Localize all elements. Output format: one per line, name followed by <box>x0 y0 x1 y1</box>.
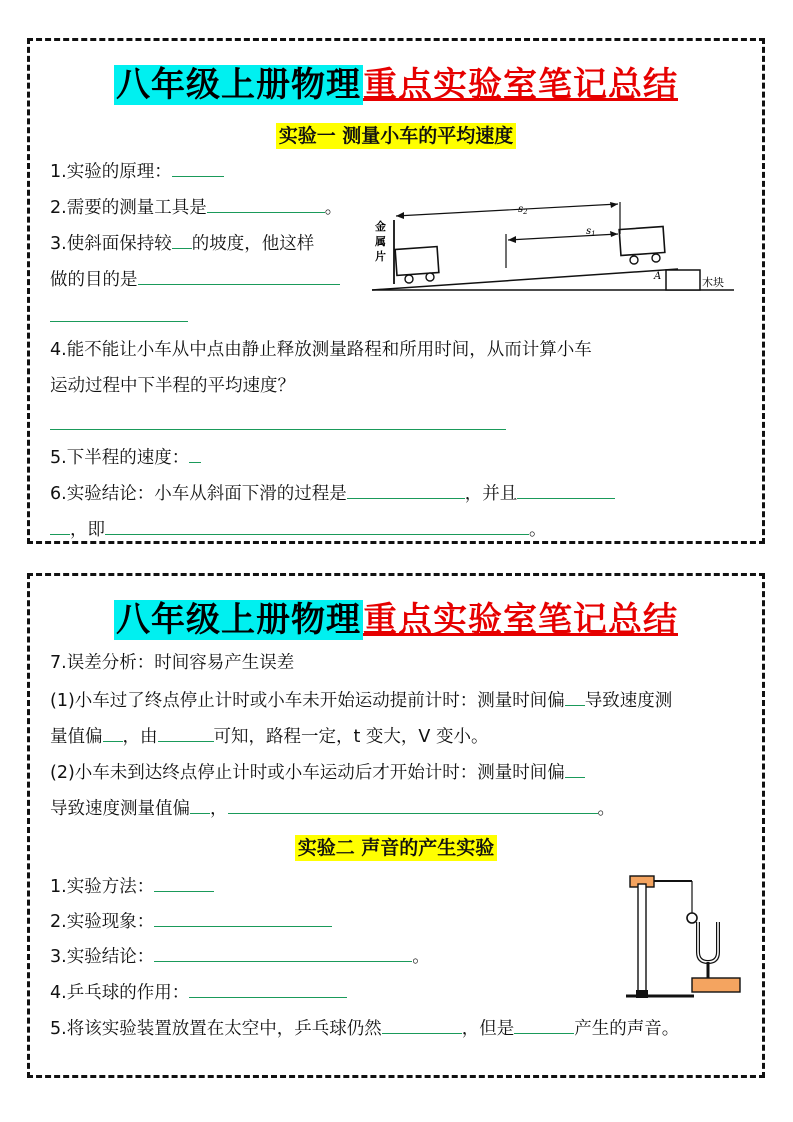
exp2-question-2 <box>50 908 332 934</box>
answer-blank[interactable] <box>158 723 214 742</box>
title-left: 八年级上册物理 <box>116 65 361 105</box>
question-4-blank-line <box>50 411 506 437</box>
tuning-fork-apparatus <box>626 870 746 1002</box>
question-1-text: 1.实验的原理： <box>50 162 172 182</box>
label-metal-1: 金 <box>375 220 386 233</box>
answer-blank[interactable] <box>154 943 412 962</box>
question-7-2 <box>50 759 585 785</box>
question-7-1-text-a: (1)小车过了终点停止计时或小车未开始运动提前计时：测量时间偏 <box>50 691 565 711</box>
answer-blank[interactable] <box>190 795 210 814</box>
question-7-1-cont <box>50 723 488 749</box>
answer-blank[interactable] <box>228 795 598 814</box>
answer-blank[interactable] <box>105 516 529 535</box>
question-3-text-c: 做的目的是 <box>50 270 138 290</box>
exp2-question-4 <box>50 979 347 1005</box>
cart-bottom-icon <box>395 247 439 283</box>
question-7-1-text-b: 导致速度测 <box>584 691 673 711</box>
incline-figure <box>366 194 738 294</box>
label-metal-3: 片 <box>375 250 386 263</box>
question-6 <box>50 480 615 506</box>
question-5 <box>50 444 201 470</box>
answer-blank[interactable] <box>514 1015 574 1034</box>
label-block: 木块 <box>702 276 724 289</box>
exp2-question-4-text: 4.乒乓球的作用： <box>50 983 190 1003</box>
question-7-1-text-c: 量值偏 <box>50 727 103 747</box>
answer-blank[interactable] <box>50 303 188 322</box>
question-3-text-a: 3.使斜面保持较 <box>50 234 172 254</box>
wood-block-icon <box>666 270 700 290</box>
s2-arrow <box>396 204 618 216</box>
answer-blank[interactable] <box>565 687 585 706</box>
question-6-text-a: 6.实验结论：小车从斜面下滑的过程是 <box>50 484 347 504</box>
question-7-2-text-b: 导致速度测量值偏 <box>50 799 190 819</box>
exp2-question-2-text: 2.实验现象： <box>50 912 155 932</box>
exp2-question-3 <box>50 943 430 969</box>
exp2-question-5-text-b: ，但是 <box>461 1019 515 1039</box>
question-3-cont <box>50 266 340 292</box>
question-7-2-text-a: (2)小车未到达终点停止计时或小车运动后才开始计时：测量时间偏 <box>50 763 565 783</box>
exp2-question-1 <box>50 873 214 899</box>
answer-blank[interactable] <box>565 759 585 778</box>
question-1 <box>50 158 224 184</box>
answer-blank[interactable] <box>347 480 465 499</box>
question-4 <box>50 338 592 362</box>
experiment-1-heading-text: 实验一 测量小车的平均速度 <box>276 123 517 149</box>
answer-blank[interactable] <box>172 158 224 177</box>
stand-pole-icon <box>638 884 646 996</box>
question-6-cont <box>50 516 547 542</box>
answer-blank[interactable] <box>50 516 70 535</box>
exp2-question-5-text-c: 产生的声音。 <box>574 1019 680 1039</box>
question-2-text: 2.需要的测量工具是 <box>50 198 207 218</box>
question-6-text-b: ，并且 <box>464 484 518 504</box>
question-2-end: 。 <box>324 198 343 218</box>
experiment-2-heading <box>30 833 762 860</box>
question-6-end: 。 <box>529 520 547 540</box>
answer-blank[interactable] <box>154 908 332 927</box>
question-4-text-a: 4.能不能让小车从中点由静止释放测量路程和所用时间，从而计算小车 <box>50 340 592 360</box>
label-a: A <box>654 271 662 282</box>
answer-blank[interactable] <box>207 194 325 213</box>
title-right: 重点实验室笔记总结 <box>363 65 678 105</box>
cart-top-icon <box>619 226 665 264</box>
answer-blank[interactable] <box>189 444 201 463</box>
answer-blank[interactable] <box>189 979 347 998</box>
answer-blank[interactable] <box>103 723 123 742</box>
resonance-box-icon <box>692 978 740 992</box>
page-title-2 <box>30 592 762 641</box>
exp2-question-3-text: 3.实验结论： <box>50 947 155 967</box>
question-7-1-text-d: ，由 <box>122 727 158 747</box>
question-7-2-end: 。 <box>597 799 615 819</box>
question-3-text-b: 的坡度，他这样 <box>191 234 315 254</box>
exp2-question-1-text: 1.实验方法： <box>50 877 155 897</box>
question-5-text: 5.下半程的速度： <box>50 448 190 468</box>
question-7-text: 7.误差分析：时间容易产生误差 <box>50 653 295 673</box>
tuning-fork-icon <box>698 922 718 962</box>
answer-blank[interactable] <box>154 873 214 892</box>
title-left-2: 八年级上册物理 <box>116 600 361 640</box>
page-title <box>30 57 762 106</box>
answer-blank[interactable] <box>50 411 506 430</box>
card-experiment-2 <box>27 573 765 1078</box>
question-6-text-c: ，即 <box>70 520 105 540</box>
question-4-cont <box>50 374 295 398</box>
experiment-1-heading <box>30 121 762 148</box>
question-3 <box>50 230 314 256</box>
question-2 <box>50 194 342 220</box>
card-experiment-1 <box>27 38 765 544</box>
exp2-question-5-text-a: 5.将该实验装置放置在太空中，乒乓球仍然 <box>50 1019 382 1039</box>
question-7-2-cont <box>50 795 615 821</box>
label-s2: $s_2$ <box>518 204 528 216</box>
question-7-1-text-e: 可知，路程一定，t 变大，V 变小。 <box>213 727 489 747</box>
question-3-blank-line <box>50 303 188 329</box>
title-right-2: 重点实验室笔记总结 <box>363 600 678 640</box>
s1-arrow <box>508 234 618 240</box>
exp2-question-5 <box>50 1015 679 1041</box>
answer-blank[interactable] <box>517 480 615 499</box>
experiment-2-heading-text: 实验二 声音的产生实验 <box>295 835 498 861</box>
exp2-question-3-end: 。 <box>412 947 430 967</box>
answer-blank[interactable] <box>382 1015 462 1034</box>
question-4-text-b: 运动过程中下半程的平均速度？ <box>50 376 295 396</box>
ping-pong-ball-icon <box>687 913 697 923</box>
question-7-1 <box>50 687 672 713</box>
question-7-2-text-c: ， <box>210 799 228 819</box>
label-s1: $s_1$ <box>586 226 596 238</box>
label-metal-2: 属 <box>375 235 386 248</box>
answer-blank[interactable] <box>172 230 192 249</box>
question-7 <box>50 651 294 675</box>
answer-blank[interactable] <box>138 266 340 285</box>
